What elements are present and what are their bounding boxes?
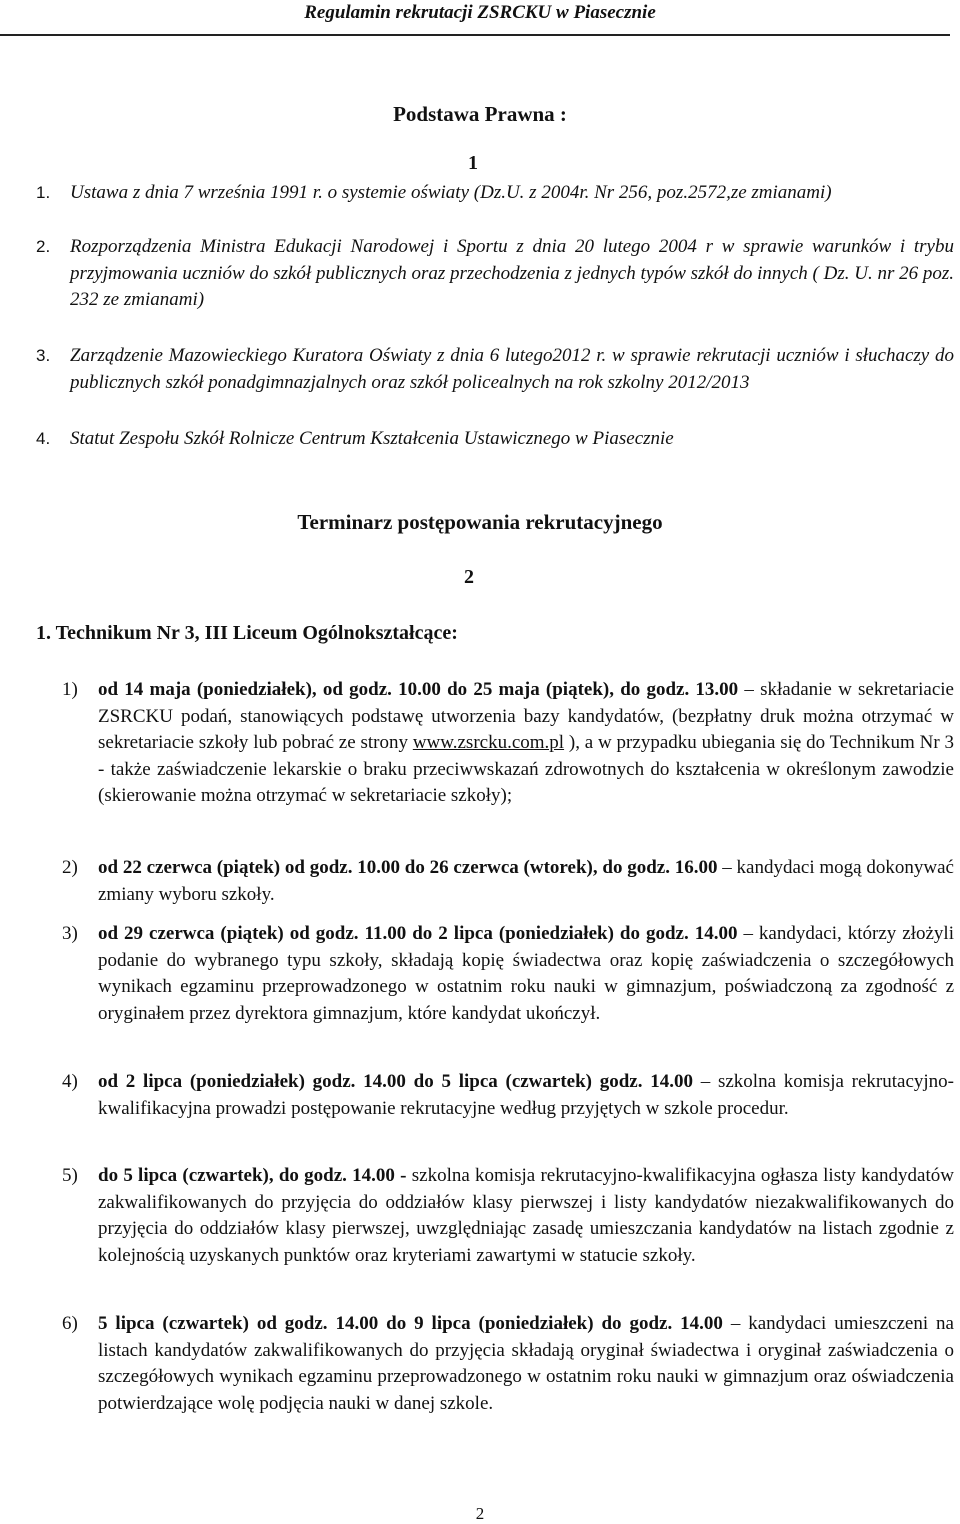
legal-item-number: 1.: [36, 183, 51, 202]
schedule-item-text: od 14 maja (poniedziałek), od godz. 10.00 do 25 maja (piątek), do godz. 13.00 – składanie w sekretariacie ZSRCKU podań, stanowiących podstawę utworzenia bazy kandydatów, (bezpłatny druk można otrzymać w sekretariacie szkoły lub pobrać ze strony www.zsrcku.com.pl ), a w przypadku ubiegania się do Technikum Nr 3 - także zaświadczenie lekarskie o braku przeciwwskazań zdrowotnych do kształcenia w określonym zawodzie (skierowanie można otrzymać w sekretariacie szkoły);: [98, 679, 954, 806]
document-header: [0, 0, 960, 36]
schedule-item-date: od 29 czerwca (piątek) od godz. 11.00 do 2 lipca (poniedziałek) do godz. 14.00: [98, 923, 738, 944]
website-link[interactable]: www.zsrcku.com.pl: [412, 732, 565, 753]
legal-item: [36, 180, 954, 207]
header-divider: [0, 34, 950, 36]
header-title: Regulamin rekrutacji ZSRCKU w Piasecznie: [304, 2, 656, 23]
legal-item-text: Ustawa z dnia 7 września 1991 r. o systemie oświaty (Dz.U. z 2004r. Nr 256, poz.2572,ze zmianami): [70, 182, 832, 203]
section1-title: Podstawa Prawna :: [393, 102, 567, 126]
schedule-item-number: 4): [62, 1071, 78, 1092]
section1-number: 1: [468, 152, 478, 174]
legal-item: [36, 234, 954, 314]
schedule-item: [62, 855, 954, 908]
schedule-item: [62, 677, 954, 810]
schedule-item-text: 5 lipca (czwartek) od godz. 14.00 do 9 lipca (poniedziałek) do godz. 14.00 – kandydaci umieszczeni na listach kandydatów zakwalifikowanych do przyjęcia składają oryginał świadectwa i oryginał zaświadczenia o szczegółowych wynikach egzaminu przeprowadzonego w ostatnim roku nauki w gimnazjum oraz oświadczenia potwierdzające wolę podjęcia nauki w danej szkole.: [98, 1313, 954, 1414]
schedule-item: [62, 1311, 954, 1417]
schedule-item-text: od 2 lipca (poniedziałek) godz. 14.00 do 5 lipca (czwartek) godz. 14.00 – szkolna komisja rekrutacyjno-kwalifikacyjna prowadzi postępowanie rekrutacyjne według przyjętych w szkole procedur.: [98, 1071, 954, 1119]
schedule-item-text: od 22 czerwca (piątek) od godz. 10.00 do 26 czerwca (wtorek), do godz. 16.00 – kandydaci mogą dokonywać zmiany wyboru szkoły.: [98, 857, 954, 905]
legal-item-number: 2.: [36, 237, 51, 256]
schedule-item-date: od 14 maja (poniedziałek), od godz. 10.00 do 25 maja (piątek), do godz. 13.00: [98, 679, 739, 700]
schedule-item-number: 3): [62, 923, 78, 944]
schedule-item-date: do 5 lipca (czwartek), do godz. 14.00 -: [98, 1165, 407, 1186]
schedule-item: [62, 921, 954, 1027]
section2-number: 2: [464, 566, 474, 588]
legal-item-number: 4.: [36, 429, 51, 448]
legal-item: [36, 426, 954, 453]
legal-item-text: Rozporządzenia Ministra Edukacji Narodowej i Sportu z dnia 20 lutego 2004 r w sprawie warunków i trybu przyjmowania uczniów do szkół publicznych oraz przechodzenia z jednych typów szkół do innych ( Dz. U. nr 26 poz. 232 ze zmianami): [70, 236, 954, 310]
legal-item-number: 3.: [36, 346, 51, 365]
schedule-item-number: 6): [62, 1313, 78, 1334]
schedule-item-number: 5): [62, 1165, 78, 1186]
legal-item-text: Zarządzenie Mazowieckiego Kuratora Oświaty z dnia 6 lutego2012 r. w sprawie rekrutacji uczniów i słuchaczy do publicznych szkół ponadgimnazjalnych oraz szkół policealnych na rok szkolny 2012/2013: [70, 345, 954, 393]
page-number: 2: [475, 1504, 485, 1523]
schedule-item-text: do 5 lipca (czwartek), do godz. 14.00 - szkolna komisja rekrutacyjno-kwalifikacyjna ogłasza listy kandydatów zakwalifikowanych do przyjęcia do oddziałów klasy pierwszej i listy kandydatów niezakwalifikowanych do przyjęcia do oddziałów klasy pierwszej, uwzględniając zasadę umieszczania kandydatów na listach zgodnie z kolejnością uzyskanych punktów oraz kryteriami zawartymi w statucie szkoły.: [98, 1165, 954, 1266]
legal-item-text: Statut Zespołu Szkół Rolnicze Centrum Kształcenia Ustawicznego w Piasecznie: [70, 428, 674, 449]
school-name: 1. Technikum Nr 3, III Liceum Ogólnokształcące:: [36, 622, 458, 644]
schedule-item-number: 1): [62, 679, 78, 700]
schedule-item-date: 5 lipca (czwartek) od godz. 14.00 do 9 lipca (poniedziałek) do godz. 14.00: [98, 1313, 723, 1334]
schedule-item: [62, 1163, 954, 1269]
legal-item: [36, 343, 954, 396]
section2-title: Terminarz postępowania rekrutacyjnego: [297, 510, 663, 534]
schedule-item-date: od 2 lipca (poniedziałek) godz. 14.00 do 5 lipca (czwartek) godz. 14.00: [98, 1071, 693, 1092]
schedule-item-date: od 22 czerwca (piątek) od godz. 10.00 do 26 czerwca (wtorek), do godz. 16.00: [98, 857, 718, 878]
schedule-item-text: od 29 czerwca (piątek) od godz. 11.00 do 2 lipca (poniedziałek) do godz. 14.00 – kandydaci, którzy złożyli podanie do wybranego typu szkoły, składają kopię świadectwa oraz kopię zaświadczenia o szczegółowych wynikach egzaminu przeprowadzonego w ostatnim roku nauki w gimnazjum, poświadczoną za zgodność z oryginałem przez dyrektora gimnazjum, które kandydat ukończył.: [98, 923, 954, 1024]
schedule-item-number: 2): [62, 857, 78, 878]
schedule-item: [62, 1069, 954, 1122]
